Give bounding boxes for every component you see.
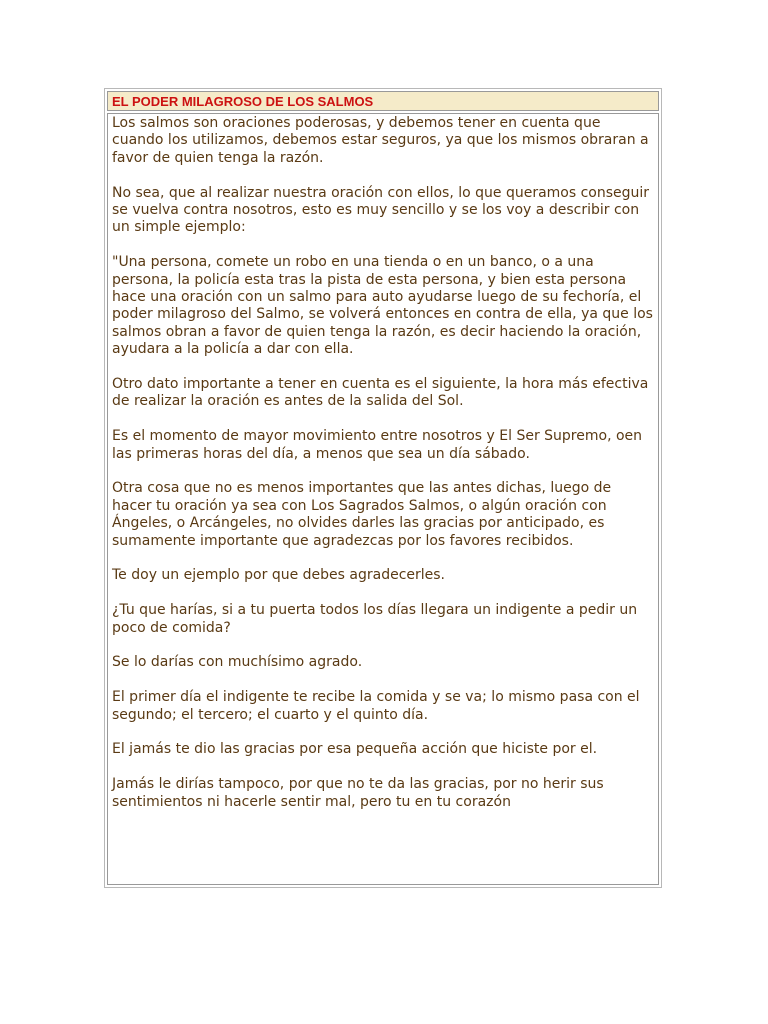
- paragraph: Es el momento de mayor movimiento entre nosotros y El Ser Supremo, oen las primeras horas del día, a menos que sea un día sábado.: [112, 428, 643, 462]
- paragraph: El primer día el indigente te recibe la comida y se va; lo mismo pasa con el segundo; el tercero; el cuarto y el quinto día.: [112, 689, 640, 723]
- article-body: [107, 113, 659, 885]
- paragraph: El jamás te dio las gracias por esa pequeña acción que hiciste por el.: [112, 741, 598, 758]
- paragraph: "Una persona, comete un robo en una tienda o en un banco, o a una persona, la policía esta tras la pista de esta persona, y bien esta persona hace una oración con un salmo para auto ayudarse luego de su fechoría, el poder milagroso del Salmo, se volverá entonces en contra de ella, ya que los salmos obran a favor de quien tenga la razón, es decir haciendo la oración, ayudara a la policía a dar con ella.: [112, 254, 653, 358]
- article-title: EL PODER MILAGROSO DE LOS SALMOS: [107, 91, 659, 111]
- paragraph: ¿Tu que harías, si a tu puerta todos los días llegara un indigente a pedir un poco de comida?: [112, 602, 638, 636]
- paragraph: Otra cosa que no es menos importantes que las antes dichas, luego de hacer tu oración ya sea con Los Sagrados Salmos, o algún oración con Ángeles, o Arcángeles, no olvides darles las gracias por anticipado, es sumamente importante que agradezcas por los favores recibidos.: [112, 480, 612, 549]
- paragraph: Jamás le dirías tampoco, por que no te da las gracias, por no herir sus sentimientos ni hacerle sentir mal, pero tu en tu corazón: [112, 776, 604, 810]
- paragraph: Los salmos son oraciones poderosas, y debemos tener en cuenta que cuando los utilizamos, debemos estar seguros, ya que los mismos obraran a favor de quien tenga la razón.: [112, 115, 649, 166]
- paragraph: Te doy un ejemplo por que debes agradecerles.: [112, 567, 446, 584]
- paragraph: Otro dato importante a tener en cuenta es el siguiente, la hora más efectiva de realizar la oración es antes de la salida del Sol.: [112, 376, 649, 410]
- paragraph: Se lo darías con muchísimo agrado.: [112, 654, 363, 671]
- article-table: [104, 88, 662, 888]
- paragraph: No sea, que al realizar nuestra oración con ellos, lo que queramos conseguir se vuelva contra nosotros, esto es muy sencillo y se los voy a describir con un simple ejemplo:: [112, 184, 650, 236]
